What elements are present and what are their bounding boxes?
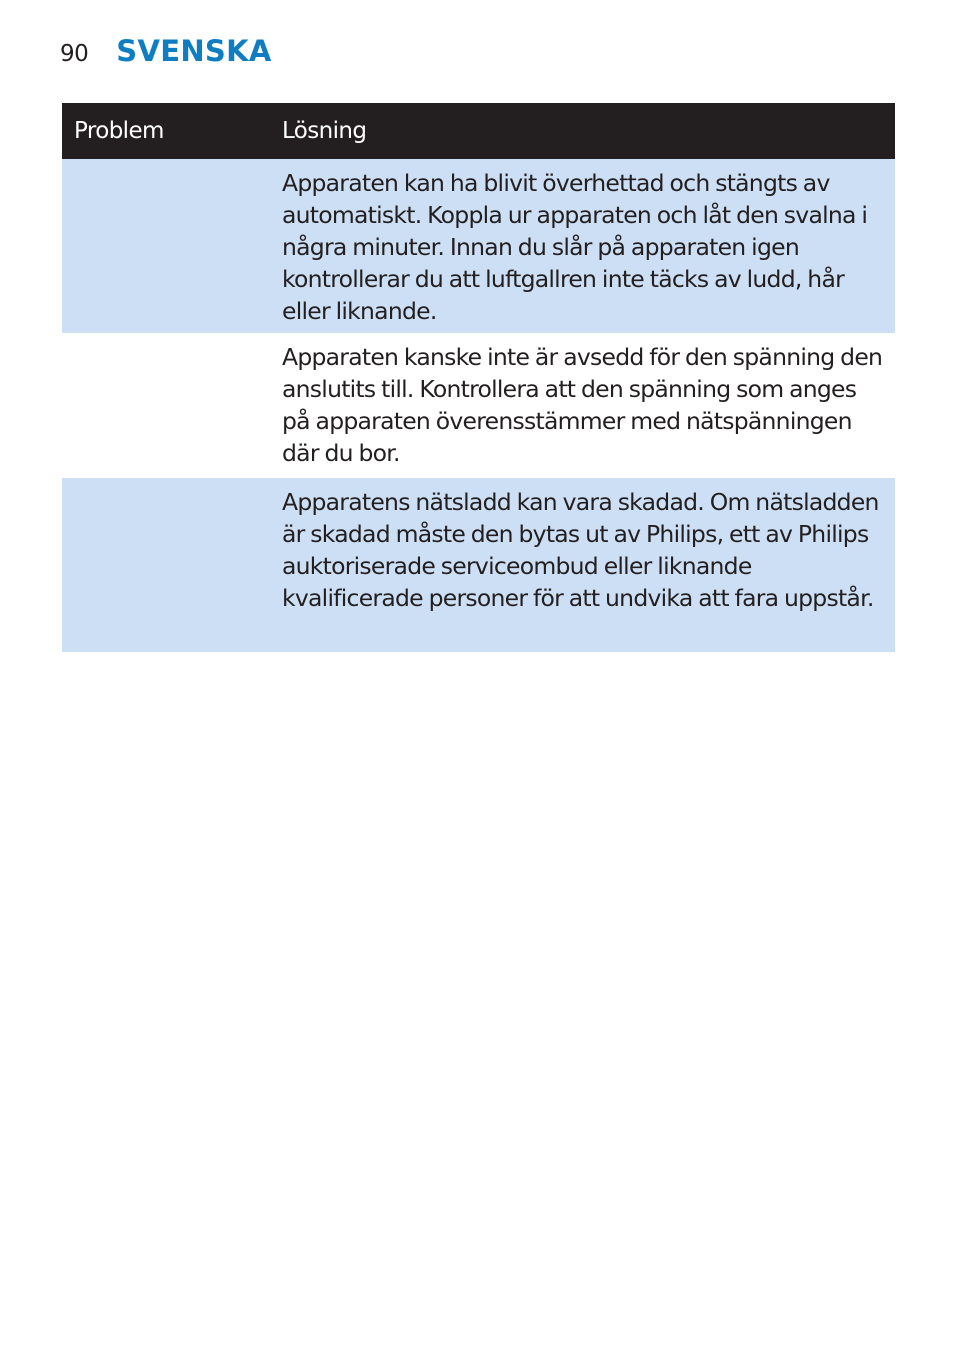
section-title: SVENSKA xyxy=(116,34,272,68)
solution-cell: Apparaten kan ha blivit överhettad och stängts av automatiskt. Koppla ur apparaten och låt den svalna i några minuter. Innan du slår på apparaten igen kontrollerar du att luftgallren inte täcks av ludd, hår eller liknande. xyxy=(282,169,868,325)
solution-cell: Apparaten kanske inte är avsedd för den spänning den anslutits till. Kontrollera att den spänning som anges på apparaten överensstämmer med nätspänningen där du bor. xyxy=(282,343,883,467)
page-number: 90 xyxy=(60,41,89,67)
table-row xyxy=(62,478,895,652)
problem-cell xyxy=(62,486,282,652)
table-row xyxy=(62,333,895,478)
column-header-problem: Problem xyxy=(74,118,164,144)
troubleshooting-table xyxy=(62,103,895,652)
column-header-solution: Lösning xyxy=(282,118,367,144)
solution-cell: Apparatens nätsladd kan vara skadad. Om nätsladden är skadad måste den bytas ut av Philips, ett av Philips auktoriserade serviceombud eller liknande kvalificerade personer för att undvika att fara uppstår. xyxy=(282,488,879,612)
table-row xyxy=(62,159,895,333)
table-header-row xyxy=(62,103,895,159)
problem-cell xyxy=(62,341,282,478)
problem-cell xyxy=(62,167,282,333)
page-header xyxy=(60,34,272,74)
